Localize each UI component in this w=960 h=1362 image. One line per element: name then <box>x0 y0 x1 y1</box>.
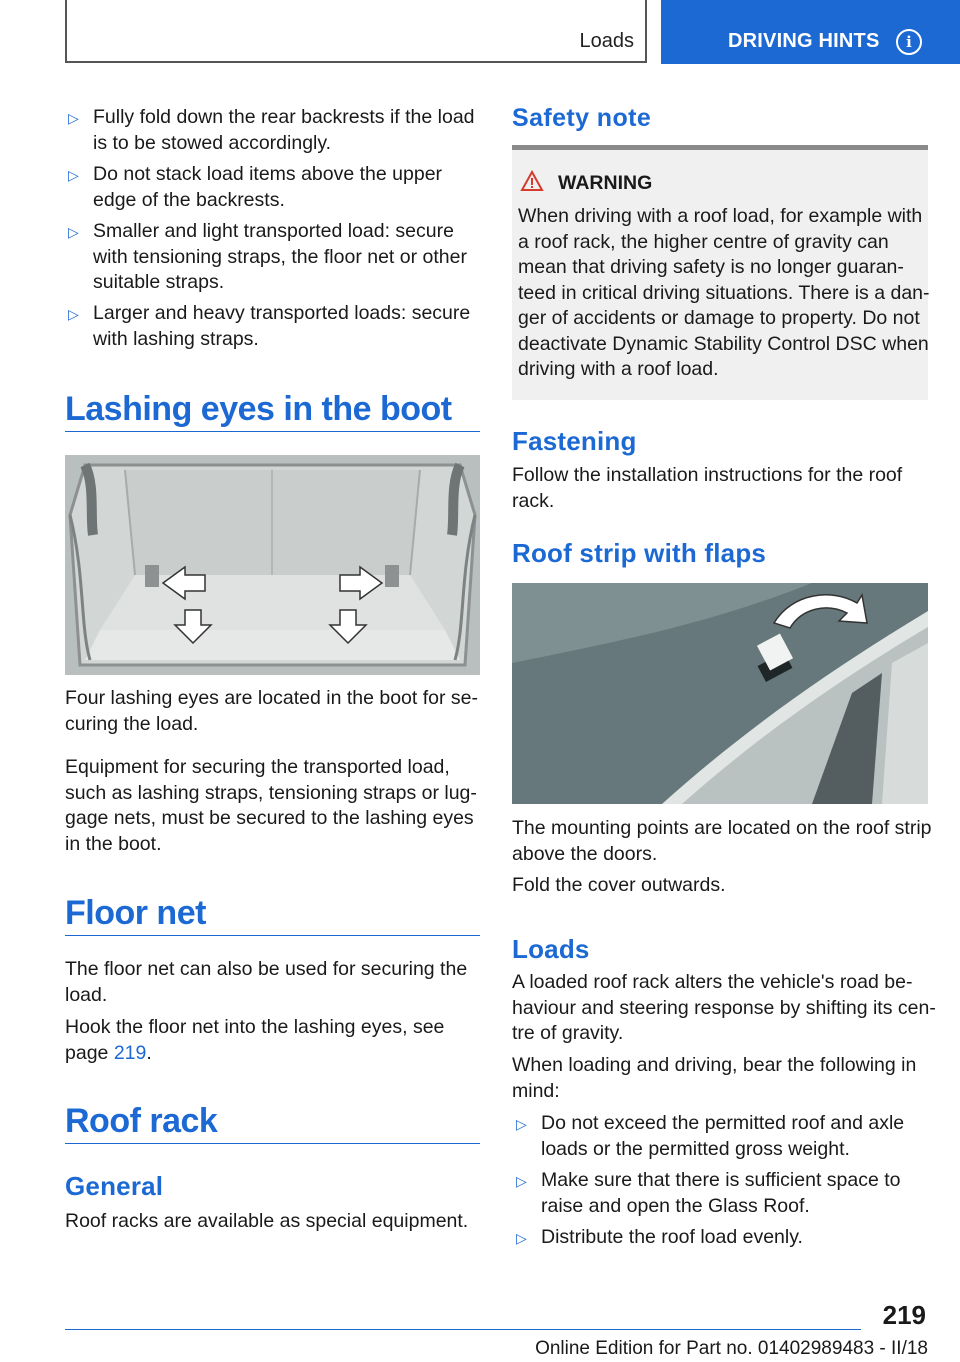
roof-strip-paragraph-2: Fold the cover outwards. <box>512 874 726 896</box>
bullet-marker: ▷ <box>68 224 79 240</box>
warning-triangle-icon <box>520 170 544 197</box>
bullet-marker: ▷ <box>68 306 79 322</box>
info-icon[interactable]: i <box>896 29 922 55</box>
footer-rule <box>65 1329 861 1330</box>
floor-net-paragraph-2: Hook the floor net into the lashing eyes, see page 219. <box>65 1016 445 1064</box>
bullet-marker: ▷ <box>68 167 79 183</box>
header-frame <box>65 0 647 63</box>
page-number: 219 <box>882 1300 926 1330</box>
bullet-marker: ▷ <box>516 1173 527 1189</box>
list-item: Do not stack load items above the upper edge of the backrests. <box>93 163 443 211</box>
section-heading-roof-rack: Roof rack <box>65 1102 218 1140</box>
loads-paragraph-2: When loading and driving, bear the following in mind: <box>512 1054 917 1102</box>
list-item: Smaller and light transported load: secure with tensioning straps, the floor net or other suitable straps. <box>93 220 467 293</box>
bullet-marker: ▷ <box>516 1116 527 1132</box>
list-item: Larger and heavy transported loads: secure with lashing straps. <box>93 302 471 350</box>
heading-rule <box>65 935 480 936</box>
section-heading-floor-net: Floor net <box>65 894 206 932</box>
roof-strip-flaps-image <box>512 583 928 804</box>
footer-edition: Online Edition for Part no. 01402989483 - II/18 <box>535 1338 928 1359</box>
loads-paragraph-1: A loaded roof rack alters the vehicle's road be- haviour and steering response by shifting its cen- tre of gravity. <box>512 971 936 1044</box>
list-item: Fully fold down the rear backrests if the load is to be stowed accordingly. <box>93 106 475 154</box>
roof-strip-paragraph-1: The mounting points are located on the roof strip above the doors. <box>512 817 932 865</box>
list-item: Distribute the roof load evenly. <box>541 1226 803 1248</box>
general-text: Roof racks are available as special equipment. <box>65 1210 469 1232</box>
subheading-loads: Loads <box>512 934 590 964</box>
floor-net-paragraph-1: The floor net can also be used for securing the load. <box>65 958 468 1006</box>
heading-rule <box>65 431 480 432</box>
lashing-paragraph-1: Four lashing eyes are located in the boot for se- curing the load. <box>65 687 478 735</box>
header-section-title: Loads <box>579 30 634 52</box>
heading-rule <box>65 1143 480 1144</box>
list-item: Do not exceed the permitted roof and axle loads or the permitted gross weight. <box>541 1112 905 1160</box>
section-heading-lashing-eyes: Lashing eyes in the boot <box>65 390 452 428</box>
chapter-tab-label: DRIVING HINTS <box>728 30 880 52</box>
list-item: Make sure that there is sufficient space to raise and open the Glass Roof. <box>541 1169 901 1217</box>
section-heading-safety-note: Safety note <box>512 104 652 132</box>
fastening-text: Follow the installation instructions for the roof rack. <box>512 464 903 512</box>
warning-title: WARNING <box>558 172 653 194</box>
bullet-marker: ▷ <box>68 110 79 126</box>
lashing-paragraph-2: Equipment for securing the transported load, such as lashing straps, tensioning straps or lug- gage nets, must be secured to the lashing eyes in the boot. <box>65 756 477 855</box>
subheading-general: General <box>65 1171 164 1201</box>
page-link[interactable]: 219 <box>113 1041 147 1064</box>
subheading-fastening: Fastening <box>512 426 637 456</box>
bullet-marker: ▷ <box>516 1230 527 1246</box>
boot-lashing-eyes-image <box>65 455 480 675</box>
warning-text: When driving with a roof load, for example with a roof rack, the higher centre of gravity can mean that driving safety is no longer guaran- teed in critical driving situations. There is a dan- ger of accidents or damage to property. Do not deactivate Dynamic Stability Control DSC when driving with a roof load. <box>518 205 930 380</box>
subheading-roof-strip: Roof strip with flaps <box>512 538 767 568</box>
